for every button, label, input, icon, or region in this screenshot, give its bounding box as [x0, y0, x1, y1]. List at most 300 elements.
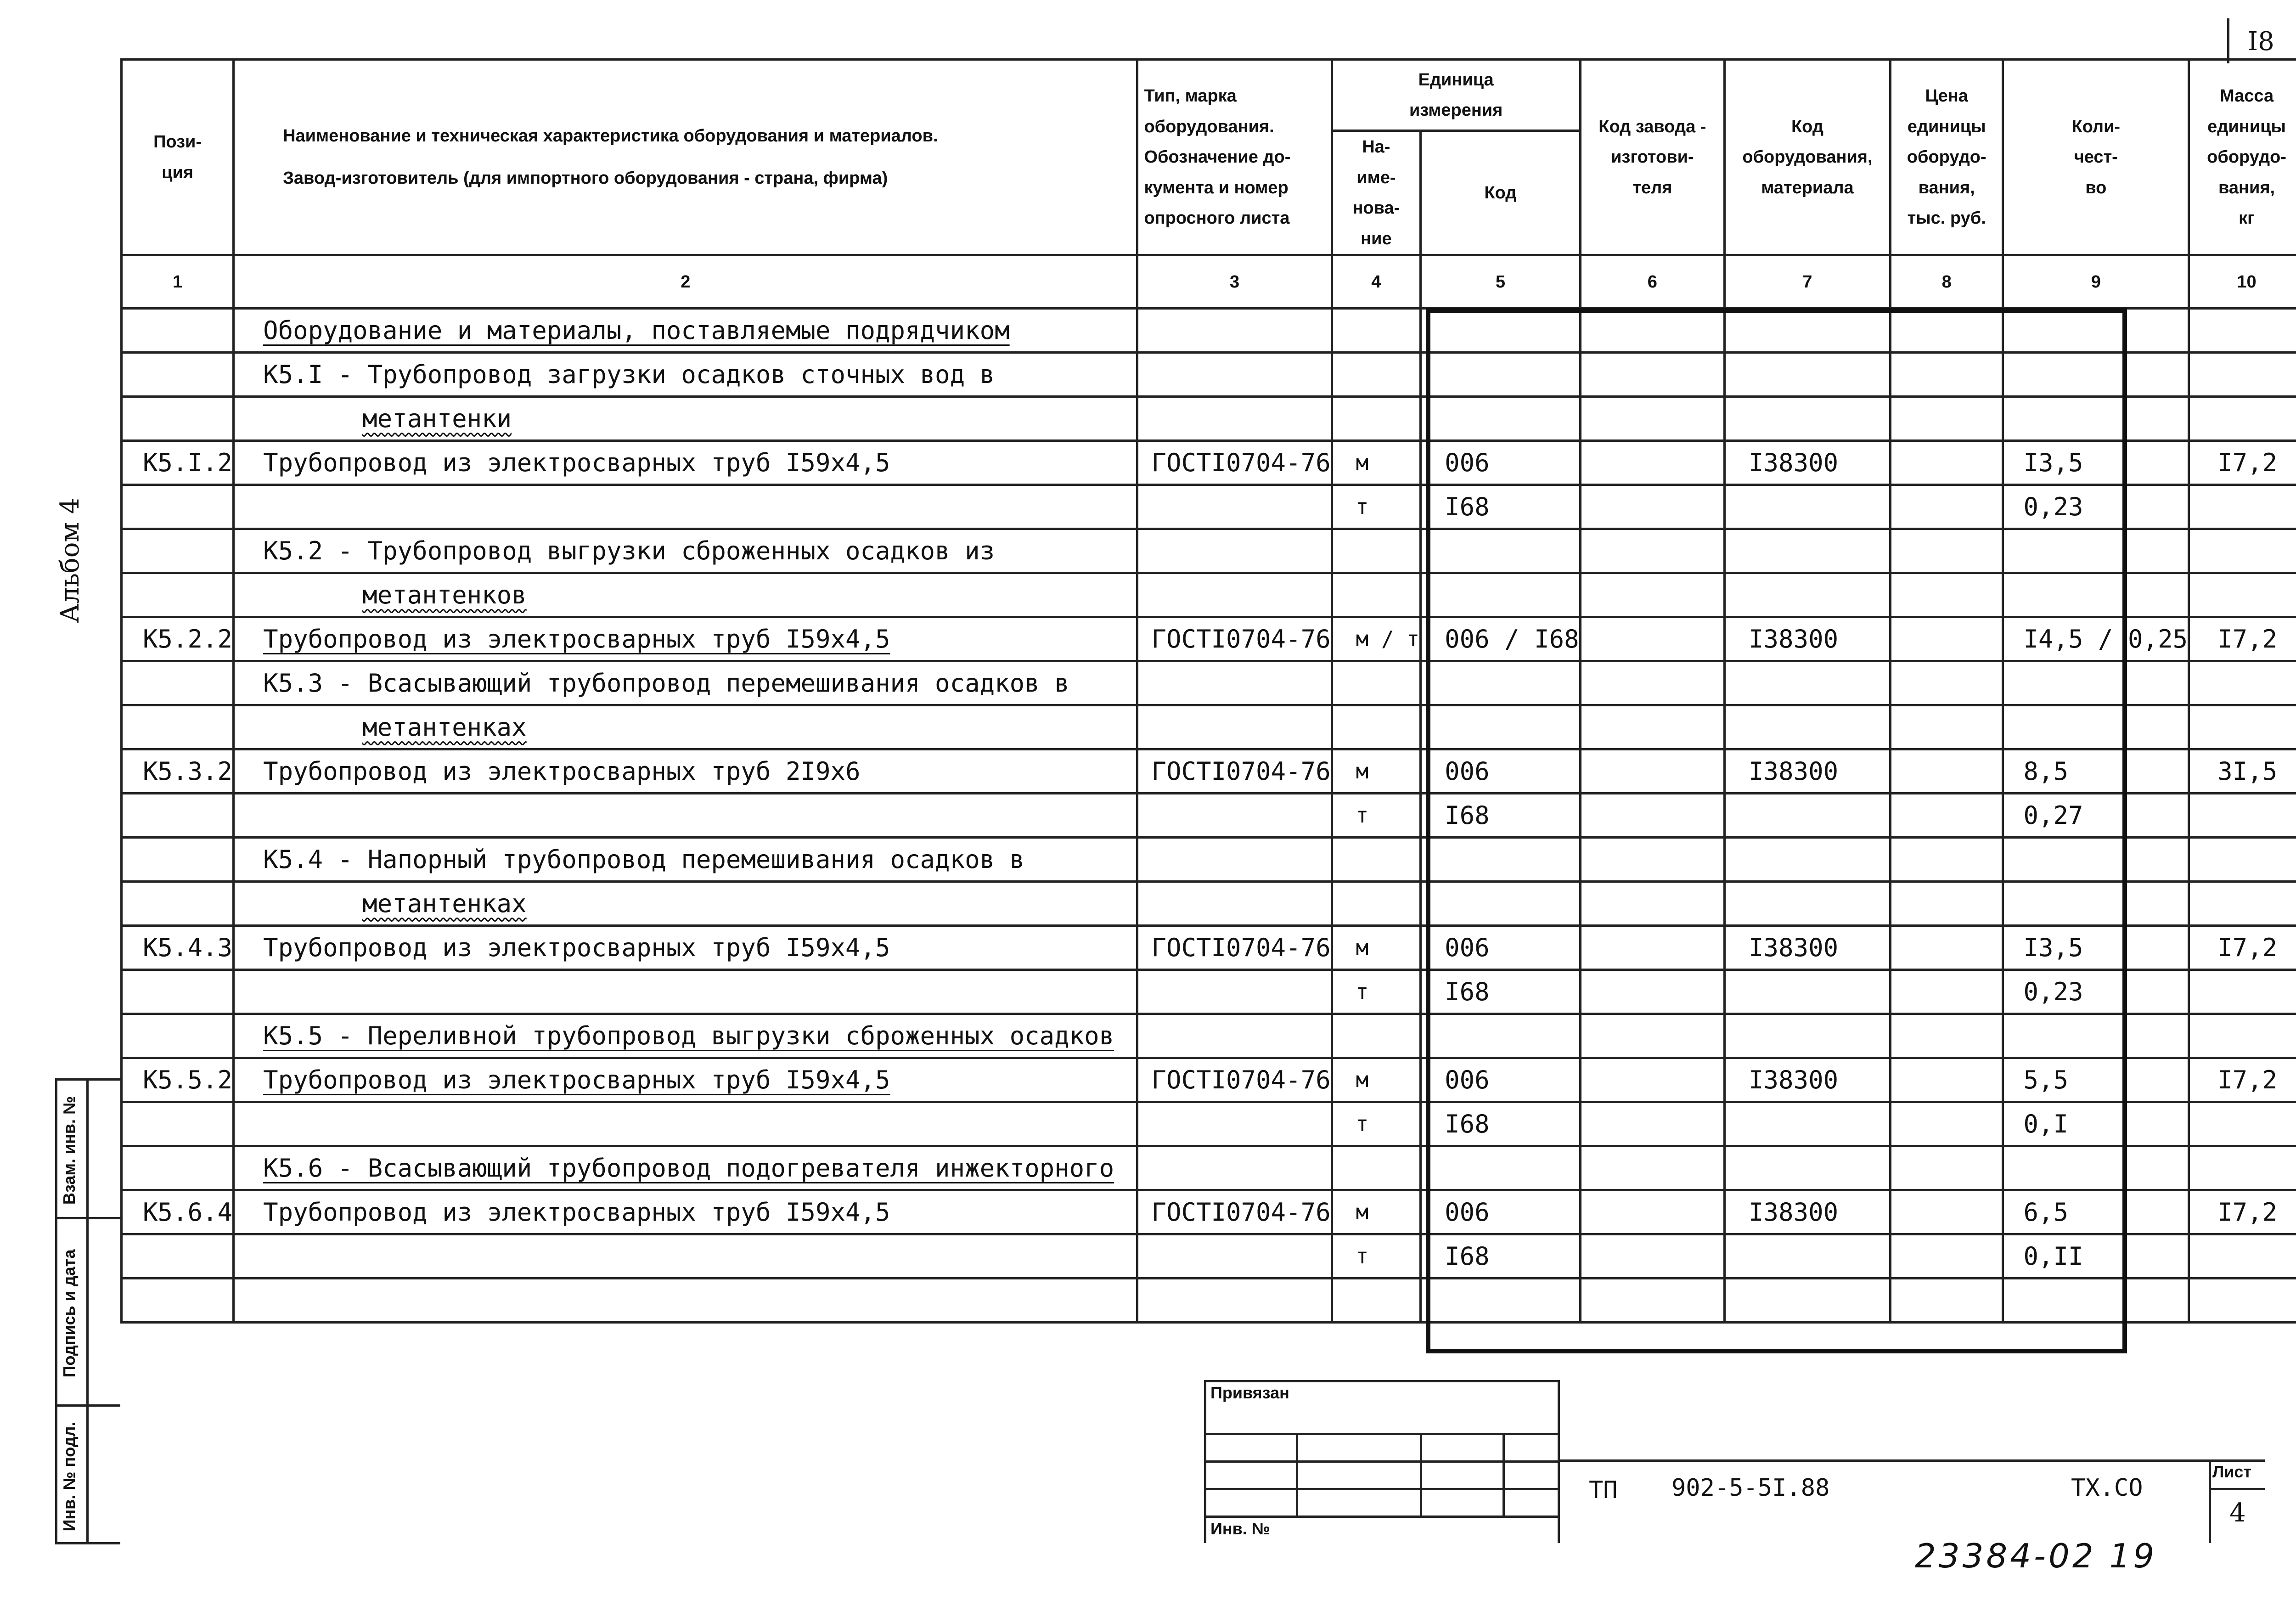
spec-row	[122, 705, 2296, 749]
privyazan-label: Привязан	[1210, 1383, 1289, 1402]
header-unit-name: На- име- нова- ние	[1332, 131, 1420, 255]
cell-unit	[1332, 309, 1420, 353]
cell-material-code	[1725, 397, 1891, 441]
cell-unit-code: 006	[1421, 749, 1581, 794]
cell-quantity: 8,5	[2003, 749, 2189, 794]
cell-unit	[1332, 1014, 1420, 1058]
cell-factory-code	[1580, 617, 1724, 661]
cell-quantity	[2003, 838, 2189, 882]
cell-mass	[2189, 1279, 2296, 1323]
cell-name: метантенках	[234, 705, 1137, 749]
cell-factory-code	[1580, 970, 1724, 1014]
cell-name	[234, 1234, 1137, 1279]
spec-row	[122, 1234, 2296, 1279]
cell-unit: т	[1332, 1102, 1420, 1146]
cell-type	[1137, 397, 1332, 441]
cell-factory-code	[1580, 441, 1724, 485]
column-number: 6	[1580, 255, 1724, 309]
cell-position	[122, 661, 234, 705]
spec-row	[122, 794, 2296, 838]
stamp-line	[1204, 1488, 1560, 1490]
spec-row	[122, 485, 2296, 529]
cell-unit-code	[1421, 309, 1581, 353]
header-type: Тип, марка оборудования. Обозначение до- кумента и номер опросного листа	[1137, 60, 1332, 255]
cell-name: метантенков	[234, 573, 1137, 617]
cell-quantity: 0,23	[2003, 970, 2189, 1014]
cell-unit-code	[1421, 1279, 1581, 1323]
cell-unit: м	[1332, 1058, 1420, 1102]
cell-unit: м / т	[1332, 617, 1420, 661]
side-label-original: Инв. № подл.	[60, 1421, 79, 1532]
cell-material-code	[1725, 705, 1891, 749]
cell-price	[1890, 705, 2003, 749]
cell-unit-code: 006	[1421, 926, 1581, 970]
column-number: 2	[234, 255, 1137, 309]
cell-unit	[1332, 661, 1420, 705]
cell-unit	[1332, 529, 1420, 573]
cell-material-code	[1725, 882, 1891, 926]
cell-material-code: I38300	[1725, 1058, 1891, 1102]
cell-mass	[2189, 661, 2296, 705]
cell-quantity: 6,5	[2003, 1190, 2189, 1234]
cell-position	[122, 970, 234, 1014]
cell-factory-code	[1580, 1279, 1724, 1323]
cell-position: К5.6.4	[122, 1190, 234, 1234]
cell-type	[1137, 1279, 1332, 1323]
cell-unit: т	[1332, 794, 1420, 838]
cell-unit-code: I68	[1421, 485, 1581, 529]
cell-type: ГОСТI0704-76	[1137, 1058, 1332, 1102]
cell-mass: I7,2	[2189, 1058, 2296, 1102]
cell-position	[122, 794, 234, 838]
cell-name: К5.4 - Напорный трубопровод перемешивания осадков в	[234, 838, 1137, 882]
cell-material-code: I38300	[1725, 749, 1891, 794]
cell-type	[1137, 353, 1332, 397]
cell-material-code: I38300	[1725, 1190, 1891, 1234]
column-number: 9	[2003, 255, 2189, 309]
cell-unit	[1332, 353, 1420, 397]
cell-type	[1137, 794, 1332, 838]
cell-unit-code: 006 / I68	[1421, 617, 1581, 661]
cell-price	[1890, 573, 2003, 617]
cell-type	[1137, 838, 1332, 882]
cell-mass	[2189, 705, 2296, 749]
cell-material-code	[1725, 1014, 1891, 1058]
cell-mass: I7,2	[2189, 617, 2296, 661]
cell-name: Трубопровод из электросварных труб I59х4,5	[234, 1190, 1137, 1234]
cell-type	[1137, 661, 1332, 705]
cell-mass: I7,2	[2189, 441, 2296, 485]
stamp-line	[1204, 1515, 1560, 1518]
cell-price	[1890, 1014, 2003, 1058]
cell-type	[1137, 1014, 1332, 1058]
cell-mass	[2189, 970, 2296, 1014]
sheet-number: 4	[2229, 1498, 2246, 1528]
cell-mass	[2189, 882, 2296, 926]
header-name: Наименование и техническая характеристика оборудования и материалов. Завод-изготовитель (для импортного оборудования - страна, фирма)	[234, 60, 1137, 255]
cell-unit-code	[1421, 1014, 1581, 1058]
cell-mass	[2189, 529, 2296, 573]
cell-mass	[2189, 1146, 2296, 1190]
cell-position	[122, 353, 234, 397]
inventory-number-label: Инв. №	[1210, 1519, 1270, 1538]
cell-factory-code	[1580, 573, 1724, 617]
cell-price	[1890, 397, 2003, 441]
cell-unit: т	[1332, 485, 1420, 529]
cell-mass	[2189, 794, 2296, 838]
column-number: 4	[1332, 255, 1420, 309]
cell-unit-code	[1421, 838, 1581, 882]
cell-type	[1137, 1102, 1332, 1146]
header-mass: Масса единицы оборудо- вания, кг	[2189, 60, 2296, 255]
cell-name	[234, 1279, 1137, 1323]
cell-factory-code	[1580, 397, 1724, 441]
cell-unit: м	[1332, 749, 1420, 794]
spec-row	[122, 529, 2296, 573]
spec-row	[122, 749, 2296, 794]
spec-row	[122, 970, 2296, 1014]
cell-name: Оборудование и материалы, поставляемые подрядчиком	[234, 309, 1137, 353]
cell-factory-code	[1580, 309, 1724, 353]
side-label-signature: Подпись и дата	[60, 1249, 79, 1378]
spec-row	[122, 309, 2296, 353]
cell-position	[122, 397, 234, 441]
spec-row	[122, 573, 2296, 617]
cell-material-code	[1725, 1279, 1891, 1323]
column-numbers-row	[122, 255, 2296, 309]
cell-unit	[1332, 838, 1420, 882]
cell-price	[1890, 1058, 2003, 1102]
cell-position	[122, 1234, 234, 1279]
cell-factory-code	[1580, 353, 1724, 397]
spec-row	[122, 1014, 2296, 1058]
column-number: 3	[1137, 255, 1332, 309]
spec-row	[122, 1058, 2296, 1102]
cell-price	[1890, 926, 2003, 970]
cell-name	[234, 1102, 1137, 1146]
cell-factory-code	[1580, 529, 1724, 573]
cell-factory-code	[1580, 749, 1724, 794]
cell-unit: м	[1332, 1190, 1420, 1234]
cell-quantity	[2003, 353, 2189, 397]
cell-position	[122, 705, 234, 749]
cell-position: К5.2.2	[122, 617, 234, 661]
cell-factory-code	[1580, 838, 1724, 882]
cell-price	[1890, 309, 2003, 353]
cell-factory-code	[1580, 1102, 1724, 1146]
stamp-line	[1204, 1380, 1560, 1382]
cell-position	[122, 1146, 234, 1190]
cell-factory-code	[1580, 1190, 1724, 1234]
cell-position	[122, 573, 234, 617]
column-number: 10	[2189, 255, 2296, 309]
cell-type	[1137, 705, 1332, 749]
cell-material-code	[1725, 661, 1891, 705]
cell-material-code	[1725, 1146, 1891, 1190]
cell-price	[1890, 661, 2003, 705]
cell-material-code: I38300	[1725, 441, 1891, 485]
stamp-line	[2209, 1459, 2211, 1543]
cell-type	[1137, 1146, 1332, 1190]
cell-price	[1890, 529, 2003, 573]
cell-unit: м	[1332, 441, 1420, 485]
cell-name: К5.I - Трубопровод загрузки осадков сточных вод в	[234, 353, 1137, 397]
cell-mass	[2189, 838, 2296, 882]
stamp-line	[1204, 1460, 1560, 1463]
cell-type	[1137, 1234, 1332, 1279]
cell-material-code	[1725, 485, 1891, 529]
stamp-line	[1558, 1459, 2265, 1462]
cell-unit: т	[1332, 970, 1420, 1014]
cell-name: Трубопровод из электросварных труб I59х4,5	[234, 441, 1137, 485]
stamp-line	[1420, 1433, 1422, 1515]
column-number: 5	[1421, 255, 1581, 309]
cell-material-code	[1725, 838, 1891, 882]
header-unit-group: Единица измерения	[1332, 60, 1580, 131]
cell-quantity: I3,5	[2003, 441, 2189, 485]
cell-name	[234, 794, 1137, 838]
cell-price	[1890, 1190, 2003, 1234]
cell-material-code	[1725, 573, 1891, 617]
cell-quantity	[2003, 1146, 2189, 1190]
cell-mass	[2189, 309, 2296, 353]
tp-label: ТП	[1589, 1476, 1618, 1504]
cell-price	[1890, 441, 2003, 485]
cell-factory-code	[1580, 705, 1724, 749]
cell-name: Трубопровод из электросварных труб I59х4,5	[234, 1058, 1137, 1102]
cell-name: К5.3 - Всасывающий трубопровод перемешивания осадков в	[234, 661, 1137, 705]
cell-material-code	[1725, 529, 1891, 573]
cell-mass	[2189, 397, 2296, 441]
cell-type	[1137, 485, 1332, 529]
cell-quantity	[2003, 882, 2189, 926]
cell-price	[1890, 353, 2003, 397]
cell-quantity: 0,II	[2003, 1234, 2189, 1279]
cell-price	[1890, 1279, 2003, 1323]
cell-price	[1890, 970, 2003, 1014]
header-unit-code: Код	[1421, 131, 1581, 255]
cell-quantity: 0,23	[2003, 485, 2189, 529]
cell-position	[122, 838, 234, 882]
cell-factory-code	[1580, 1234, 1724, 1279]
cell-quantity: 0,27	[2003, 794, 2189, 838]
cell-material-code: I38300	[1725, 926, 1891, 970]
spec-row	[122, 1146, 2296, 1190]
cell-position: К5.5.2	[122, 1058, 234, 1102]
spec-row	[122, 397, 2296, 441]
spec-body	[122, 309, 2296, 1323]
cell-quantity	[2003, 705, 2189, 749]
cell-unit	[1332, 397, 1420, 441]
side-label-replacement: Взам. инв. №	[60, 1096, 79, 1205]
cell-mass	[2189, 1014, 2296, 1058]
cell-quantity: I3,5	[2003, 926, 2189, 970]
side-stamp-line	[55, 1078, 57, 1542]
cell-price	[1890, 1234, 2003, 1279]
spec-row	[122, 617, 2296, 661]
cell-material-code	[1725, 970, 1891, 1014]
cell-name: метантенках	[234, 882, 1137, 926]
cell-quantity	[2003, 397, 2189, 441]
header-quantity: Коли- чест- во	[2003, 60, 2189, 255]
cell-unit-code	[1421, 882, 1581, 926]
cell-material-code	[1725, 309, 1891, 353]
cell-position	[122, 882, 234, 926]
cell-position: К5.I.2	[122, 441, 234, 485]
cell-quantity	[2003, 529, 2189, 573]
spec-row	[122, 1279, 2296, 1323]
spec-row	[122, 1102, 2296, 1146]
cell-unit	[1332, 705, 1420, 749]
cell-name: Трубопровод из электросварных труб I59х4,5	[234, 617, 1137, 661]
cell-factory-code	[1580, 926, 1724, 970]
spec-row	[122, 882, 2296, 926]
cell-factory-code	[1580, 882, 1724, 926]
cell-price	[1890, 1102, 2003, 1146]
cell-type	[1137, 882, 1332, 926]
cell-type	[1137, 970, 1332, 1014]
cell-material-code	[1725, 353, 1891, 397]
cell-unit-code	[1421, 705, 1581, 749]
cell-factory-code	[1580, 1058, 1724, 1102]
cell-unit: т	[1332, 1234, 1420, 1279]
album-label: Альбом 4	[55, 497, 85, 623]
cell-type: ГОСТI0704-76	[1137, 926, 1332, 970]
cell-type: ГОСТI0704-76	[1137, 441, 1332, 485]
cell-quantity	[2003, 573, 2189, 617]
cell-unit-code: I68	[1421, 1102, 1581, 1146]
cell-name: Трубопровод из электросварных труб I59х4,5	[234, 926, 1137, 970]
cell-quantity	[2003, 661, 2189, 705]
cell-mass: I7,2	[2189, 1190, 2296, 1234]
cell-unit	[1332, 882, 1420, 926]
header-material-code: Код оборудования, материала	[1725, 60, 1891, 255]
cell-unit-code: I68	[1421, 970, 1581, 1014]
cell-position	[122, 1102, 234, 1146]
cell-unit-code	[1421, 529, 1581, 573]
cell-position: К5.3.2	[122, 749, 234, 794]
cell-position	[122, 529, 234, 573]
cell-position	[122, 309, 234, 353]
cell-factory-code	[1580, 1014, 1724, 1058]
cell-mass: 3I,5	[2189, 749, 2296, 794]
cell-price	[1890, 794, 2003, 838]
cell-mass: I7,2	[2189, 926, 2296, 970]
page-number: I8	[2248, 27, 2274, 56]
stamp-line	[2209, 1488, 2265, 1490]
cell-material-code: I38300	[1725, 617, 1891, 661]
cell-position	[122, 1014, 234, 1058]
cell-name	[234, 485, 1137, 529]
column-number: 1	[122, 255, 234, 309]
cell-material-code	[1725, 794, 1891, 838]
cell-factory-code	[1580, 661, 1724, 705]
column-number: 8	[1890, 255, 2003, 309]
cell-name	[234, 970, 1137, 1014]
spec-row	[122, 838, 2296, 882]
cell-price	[1890, 1146, 2003, 1190]
cell-unit-code	[1421, 661, 1581, 705]
cell-unit	[1332, 1279, 1420, 1323]
cell-position	[122, 485, 234, 529]
cell-unit-code	[1421, 397, 1581, 441]
stamp-line	[1503, 1433, 1505, 1515]
cell-unit-code	[1421, 573, 1581, 617]
header-factory-code: Код завода - изготови- теля	[1580, 60, 1724, 255]
cell-type	[1137, 573, 1332, 617]
cell-price	[1890, 882, 2003, 926]
cell-type	[1137, 309, 1332, 353]
cell-name: метантенки	[234, 397, 1137, 441]
header-price: Цена единицы оборудо- вания, тыс. руб.	[1890, 60, 2003, 255]
handwritten-number: 23384-02 19	[1915, 1537, 2157, 1575]
cell-unit-code: I68	[1421, 794, 1581, 838]
spec-row	[122, 353, 2296, 397]
cell-position	[122, 1279, 234, 1323]
cell-unit-code: 006	[1421, 1190, 1581, 1234]
cell-quantity: 5,5	[2003, 1058, 2189, 1102]
cell-type	[1137, 529, 1332, 573]
cell-mass	[2189, 353, 2296, 397]
cell-price	[1890, 838, 2003, 882]
cell-quantity	[2003, 309, 2189, 353]
cell-mass	[2189, 573, 2296, 617]
cell-unit-code: 006	[1421, 441, 1581, 485]
cell-factory-code	[1580, 485, 1724, 529]
cell-material-code	[1725, 1234, 1891, 1279]
specification-table	[120, 58, 2296, 1324]
cell-mass	[2189, 1234, 2296, 1279]
cell-mass	[2189, 485, 2296, 529]
spec-row	[122, 1190, 2296, 1234]
cell-price	[1890, 617, 2003, 661]
cell-quantity: I4,5 / 0,25	[2003, 617, 2189, 661]
stamp-line	[1204, 1433, 1560, 1435]
cell-type: ГОСТI0704-76	[1137, 617, 1332, 661]
cell-unit-code: I68	[1421, 1234, 1581, 1279]
cell-type: ГОСТI0704-76	[1137, 1190, 1332, 1234]
document-mark: ТХ.СО	[2071, 1474, 2143, 1502]
cell-name: К5.5 - Переливной трубопровод выгрузки сброженных осадков	[234, 1014, 1137, 1058]
cell-price	[1890, 749, 2003, 794]
spec-row	[122, 441, 2296, 485]
spec-row	[122, 926, 2296, 970]
document-number: 902-5-5I.88	[1671, 1474, 1830, 1502]
side-stamp-line	[86, 1078, 89, 1542]
cell-factory-code	[1580, 1146, 1724, 1190]
sheet-label: Лист	[2212, 1462, 2252, 1481]
cell-name: Трубопровод из электросварных труб 2I9х6	[234, 749, 1137, 794]
cell-unit	[1332, 573, 1420, 617]
cell-unit-code	[1421, 353, 1581, 397]
page-number-box-line	[2227, 18, 2229, 63]
cell-quantity	[2003, 1014, 2189, 1058]
cell-name: К5.2 - Трубопровод выгрузки сброженных осадков из	[234, 529, 1137, 573]
cell-factory-code	[1580, 794, 1724, 838]
cell-type: ГОСТI0704-76	[1137, 749, 1332, 794]
cell-price	[1890, 485, 2003, 529]
cell-material-code	[1725, 1102, 1891, 1146]
cell-unit-code: 006	[1421, 1058, 1581, 1102]
spec-row	[122, 661, 2296, 705]
cell-unit	[1332, 1146, 1420, 1190]
cell-name: К5.6 - Всасывающий трубопровод подогревателя инжекторного	[234, 1146, 1137, 1190]
cell-mass	[2189, 1102, 2296, 1146]
cell-position: К5.4.3	[122, 926, 234, 970]
cell-unit: м	[1332, 926, 1420, 970]
stamp-line	[1296, 1433, 1298, 1515]
cell-quantity: 0,I	[2003, 1102, 2189, 1146]
